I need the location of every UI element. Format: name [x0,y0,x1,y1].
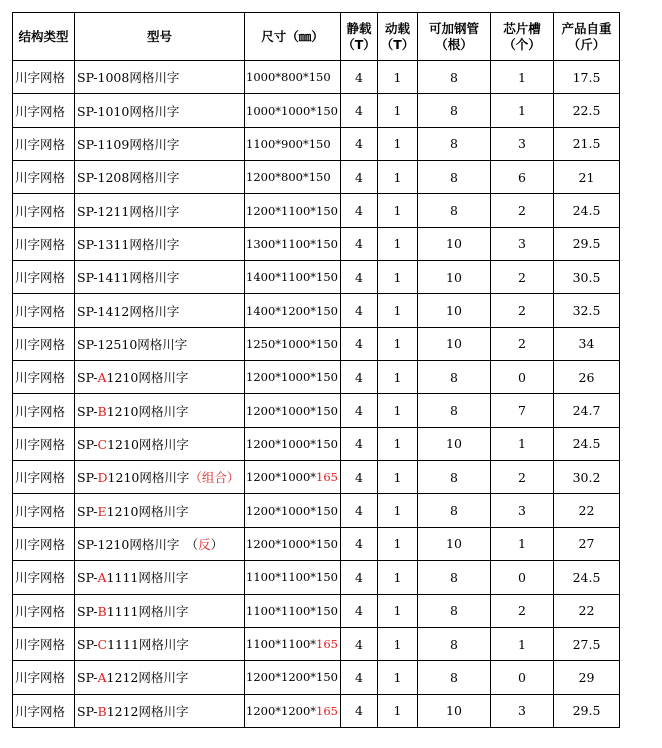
structure-type-cell: 川字网格 [13,561,75,594]
cell-text: 1100*900*150 [246,136,331,151]
header-label: 芯片槽 [503,20,541,36]
model-cell [75,327,245,360]
chip-slots-cell: 2 [491,327,554,360]
size-cell [245,261,341,294]
highlighted-text: B [97,603,107,619]
pallet-spec-table [12,12,620,728]
structure-type-cell: 川字网格 [13,661,75,694]
cell-text: 1100*1100*150 [246,603,338,618]
dynamic-load-cell: 1 [378,227,418,260]
dynamic-load-cell: 1 [378,161,418,194]
steel-pipes-cell: 8 [418,561,491,594]
dynamic-load-cell: 1 [378,594,418,627]
cell-text: SP- [77,603,98,619]
cell-text: SP- [77,570,98,586]
static-load-cell: 4 [341,361,378,394]
chip-slots-cell: 0 [491,561,554,594]
weight-cell: 29.5 [554,694,620,727]
header-label: 结构类型 [18,28,69,44]
static-load-cell: 4 [341,627,378,660]
structure-type-cell: 川字网格 [13,594,75,627]
highlighted-text: 165 [316,703,338,718]
steel-pipes-cell: 8 [418,94,491,127]
model-cell [75,627,245,660]
structure-type-cell: 川字网格 [13,294,75,327]
table-row [13,361,620,394]
model-cell [75,561,245,594]
size-cell [245,94,341,127]
cell-text: 1400*1200*150 [246,303,338,318]
weight-cell: 32.5 [554,294,620,327]
table-row [13,694,620,727]
cell-text: 1200*800*150 [246,170,331,185]
steel-pipes-cell: 8 [418,61,491,94]
size-cell [245,561,341,594]
dynamic-load-cell: 1 [378,627,418,660]
model-cell [75,494,245,527]
cell-text: 1200*1100*150 [246,203,338,218]
weight-cell: 24.7 [554,394,620,427]
size-cell [245,594,341,627]
size-cell [245,661,341,694]
size-cell [245,427,341,460]
cell-text: SP-1210网格川字 （ [77,536,199,552]
cell-text: SP-1208网格川字 [77,170,180,186]
highlighted-text: A [97,570,107,586]
weight-cell: 30.2 [554,461,620,494]
static-load-cell: 4 [341,561,378,594]
structure-type-cell: 川字网格 [13,261,75,294]
cell-text: 1400*1100*150 [246,270,338,285]
model-cell [75,427,245,460]
size-cell [245,394,341,427]
highlighted-text: E [97,503,107,519]
highlighted-text: 165 [316,637,338,652]
table-row [13,161,620,194]
static-load-cell: 4 [341,427,378,460]
cell-text: 1111网格川字 [106,570,189,586]
model-cell [75,461,245,494]
chip-slots-cell: 2 [491,594,554,627]
structure-type-cell: 川字网格 [13,361,75,394]
structure-type-cell: 川字网格 [13,127,75,160]
cell-text: 1200*1200* [246,703,317,718]
table-row [13,61,620,94]
chip-slots-cell: 1 [491,427,554,460]
cell-text: SP-1311网格川字 [77,236,180,252]
cell-text: 1200*1000* [246,470,317,485]
table-row [13,527,620,560]
static-load-cell: 4 [341,394,378,427]
static-load-cell: 4 [341,694,378,727]
cell-text: 1200*1200*150 [246,670,338,685]
cell-text: 1000*800*150 [246,70,331,85]
table-header-row [13,13,620,61]
structure-type-cell: 川字网格 [13,427,75,460]
structure-type-cell: 川字网格 [13,227,75,260]
highlighted-text: B [97,703,107,719]
structure-type-cell: 川字网格 [13,527,75,560]
dynamic-load-cell: 1 [378,461,418,494]
structure-type-cell: 川字网格 [13,461,75,494]
dynamic-load-cell: 1 [378,61,418,94]
dynamic-load-cell: 1 [378,361,418,394]
model-cell [75,361,245,394]
static-load-cell: 4 [341,61,378,94]
header-label: 静载 [346,20,372,36]
chip-slots-cell: 3 [491,127,554,160]
chip-slots-cell: 3 [491,227,554,260]
table-row [13,294,620,327]
chip-slots-cell: 0 [491,361,554,394]
model-cell [75,227,245,260]
header-static-load [341,13,378,61]
weight-cell: 21.5 [554,127,620,160]
cell-text: SP-1211网格川字 [77,203,180,219]
model-cell [75,694,245,727]
weight-cell: 21 [554,161,620,194]
model-cell [75,294,245,327]
model-cell [75,127,245,160]
cell-text: SP- [77,503,98,519]
cell-text: 1210网格川字 [107,436,189,452]
table-row [13,594,620,627]
static-load-cell: 4 [341,294,378,327]
model-cell [75,527,245,560]
weight-cell: 29 [554,661,620,694]
model-cell [75,394,245,427]
structure-type-cell: 川字网格 [13,394,75,427]
highlighted-text: 165 [316,470,338,485]
dynamic-load-cell: 1 [378,661,418,694]
dynamic-load-cell: 1 [378,694,418,727]
weight-cell: 24.5 [554,427,620,460]
header-chip-slots [491,13,554,61]
cell-text: 1212网格川字 [106,703,189,719]
cell-text: SP-1008网格川字 [77,70,180,86]
steel-pipes-cell: 8 [418,161,491,194]
dynamic-load-cell: 1 [378,327,418,360]
cell-text: SP-1010网格川字 [77,103,180,119]
size-cell [245,694,341,727]
cell-text: 1200*1000*150 [246,403,338,418]
chip-slots-cell: 7 [491,394,554,427]
highlighted-text: D [97,470,108,486]
structure-type-cell: 川字网格 [13,61,75,94]
chip-slots-cell: 1 [491,627,554,660]
table-row [13,461,620,494]
header-label: 型号 [146,28,172,44]
dynamic-load-cell: 1 [378,127,418,160]
table-row [13,427,620,460]
static-load-cell: 4 [341,527,378,560]
steel-pipes-cell: 10 [418,527,491,560]
steel-pipes-cell: 8 [418,661,491,694]
size-cell [245,294,341,327]
header-label: 产品自重 [561,20,612,36]
static-load-cell: 4 [341,94,378,127]
cell-text: 1111网格川字 [107,637,189,653]
static-load-cell: 4 [341,661,378,694]
model-cell [75,161,245,194]
static-load-cell: 4 [341,461,378,494]
size-cell [245,61,341,94]
cell-text: 1210网格川字 [106,403,189,419]
steel-pipes-cell: 10 [418,327,491,360]
structure-type-cell: 川字网格 [13,94,75,127]
cell-text: SP-1411网格川字 [77,270,180,286]
static-load-cell: 4 [341,127,378,160]
chip-slots-cell: 0 [491,661,554,694]
size-cell [245,161,341,194]
size-cell [245,361,341,394]
steel-pipes-cell: 10 [418,227,491,260]
cell-text: 1210网格川字 [107,470,190,486]
steel-pipes-cell: 8 [418,127,491,160]
dynamic-load-cell: 1 [378,94,418,127]
weight-cell: 22.5 [554,94,620,127]
weight-cell: 17.5 [554,61,620,94]
dynamic-load-cell: 1 [378,561,418,594]
structure-type-cell: 川字网格 [13,627,75,660]
structure-type-cell: 川字网格 [13,194,75,227]
weight-cell: 22 [554,494,620,527]
size-cell [245,127,341,160]
chip-slots-cell: 3 [491,494,554,527]
header-label: 可加钢管 [428,20,479,36]
cell-text: SP-12510网格川字 [77,336,188,352]
header-dynamic-load [378,13,418,61]
dynamic-load-cell: 1 [378,261,418,294]
static-load-cell: 4 [341,261,378,294]
header-label: （T） [342,36,376,52]
steel-pipes-cell: 8 [418,494,491,527]
cell-text: 1111网格川字 [106,603,189,619]
cell-text: SP-1109网格川字 [77,136,180,152]
spec-table-container [12,12,620,728]
steel-pipes-cell: 10 [418,261,491,294]
model-cell [75,194,245,227]
size-cell [245,627,341,660]
cell-text: 1212网格川字 [106,670,189,686]
steel-pipes-cell: 8 [418,594,491,627]
static-load-cell: 4 [341,327,378,360]
cell-text: 1000*1000*150 [246,103,338,118]
table-row [13,94,620,127]
steel-pipes-cell: 8 [418,627,491,660]
cell-text: 1200*1000*150 [246,370,338,385]
highlighted-text: A [97,370,107,386]
highlighted-text: B [97,403,107,419]
model-cell [75,594,245,627]
model-cell [75,94,245,127]
steel-pipes-cell: 8 [418,394,491,427]
cell-text: 1100*1100*150 [246,570,338,585]
cell-text: SP- [77,436,98,452]
cell-text: 1100*1100* [246,637,317,652]
steel-pipes-cell: 8 [418,194,491,227]
chip-slots-cell: 6 [491,161,554,194]
cell-text: 1200*1000*150 [246,436,338,451]
static-load-cell: 4 [341,494,378,527]
header-label: （T） [380,36,415,52]
table-row [13,227,620,260]
table-row [13,194,620,227]
table-row [13,627,620,660]
header-steel-pipes [418,13,491,61]
weight-cell: 24.5 [554,194,620,227]
cell-text: 1200*1000*150 [246,503,338,518]
static-load-cell: 4 [341,161,378,194]
size-cell [245,494,341,527]
table-body [13,61,620,728]
size-cell [245,527,341,560]
table-row [13,494,620,527]
steel-pipes-cell: 10 [418,694,491,727]
weight-cell: 24.5 [554,561,620,594]
chip-slots-cell: 3 [491,694,554,727]
table-row [13,561,620,594]
chip-slots-cell: 2 [491,194,554,227]
chip-slots-cell: 2 [491,261,554,294]
structure-type-cell: 川字网格 [13,327,75,360]
table-row [13,661,620,694]
chip-slots-cell: 1 [491,94,554,127]
model-cell [75,661,245,694]
header-label: （个） [503,36,541,52]
cell-text: SP- [77,670,98,686]
cell-text: SP- [77,403,98,419]
header-size [245,13,341,61]
weight-cell: 22 [554,594,620,627]
header-weight [554,13,620,61]
header-label: 动载 [384,20,410,36]
weight-cell: 34 [554,327,620,360]
chip-slots-cell: 2 [491,294,554,327]
header-label: （斤） [567,36,606,52]
highlighted-text: A [97,670,107,686]
cell-text: SP- [77,470,98,486]
header-structure-type [13,13,75,61]
size-cell [245,461,341,494]
highlighted-text: C [97,436,108,452]
model-cell [75,261,245,294]
cell-text: SP- [77,637,98,653]
model-cell [75,61,245,94]
chip-slots-cell: 1 [491,527,554,560]
steel-pipes-cell: 10 [418,427,491,460]
chip-slots-cell: 1 [491,61,554,94]
cell-text: 1210网格川字 [106,370,189,386]
cell-text: SP- [77,370,98,386]
size-cell [245,227,341,260]
cell-text: SP-1412网格川字 [77,303,180,319]
size-cell [245,327,341,360]
highlighted-text: C [97,637,108,653]
highlighted-text: 反 [198,536,211,552]
dynamic-load-cell: 1 [378,394,418,427]
static-load-cell: 4 [341,594,378,627]
cell-text: 1250*1000*150 [246,336,338,351]
size-cell [245,194,341,227]
weight-cell: 27 [554,527,620,560]
steel-pipes-cell: 10 [418,294,491,327]
dynamic-load-cell: 1 [378,527,418,560]
dynamic-load-cell: 1 [378,494,418,527]
chip-slots-cell: 2 [491,461,554,494]
table-row [13,261,620,294]
steel-pipes-cell: 8 [418,361,491,394]
weight-cell: 29.5 [554,227,620,260]
static-load-cell: 4 [341,194,378,227]
structure-type-cell: 川字网格 [13,494,75,527]
steel-pipes-cell: 8 [418,461,491,494]
dynamic-load-cell: 1 [378,194,418,227]
cell-text: 1200*1000*150 [246,536,338,551]
cell-text: SP- [77,703,98,719]
cell-text: 1300*1100*150 [246,236,338,251]
cell-text: ） [210,536,224,552]
structure-type-cell: 川字网格 [13,161,75,194]
weight-cell: 30.5 [554,261,620,294]
header-label: （根） [435,36,473,52]
highlighted-text: （组合） [189,470,240,486]
table-row [13,327,620,360]
table-row [13,394,620,427]
dynamic-load-cell: 1 [378,427,418,460]
weight-cell: 27.5 [554,627,620,660]
dynamic-load-cell: 1 [378,294,418,327]
weight-cell: 26 [554,361,620,394]
header-model [75,13,245,61]
cell-text: 1210网格川字 [106,503,189,519]
header-label: 尺寸（㎜） [261,28,324,44]
table-row [13,127,620,160]
static-load-cell: 4 [341,227,378,260]
structure-type-cell: 川字网格 [13,694,75,727]
